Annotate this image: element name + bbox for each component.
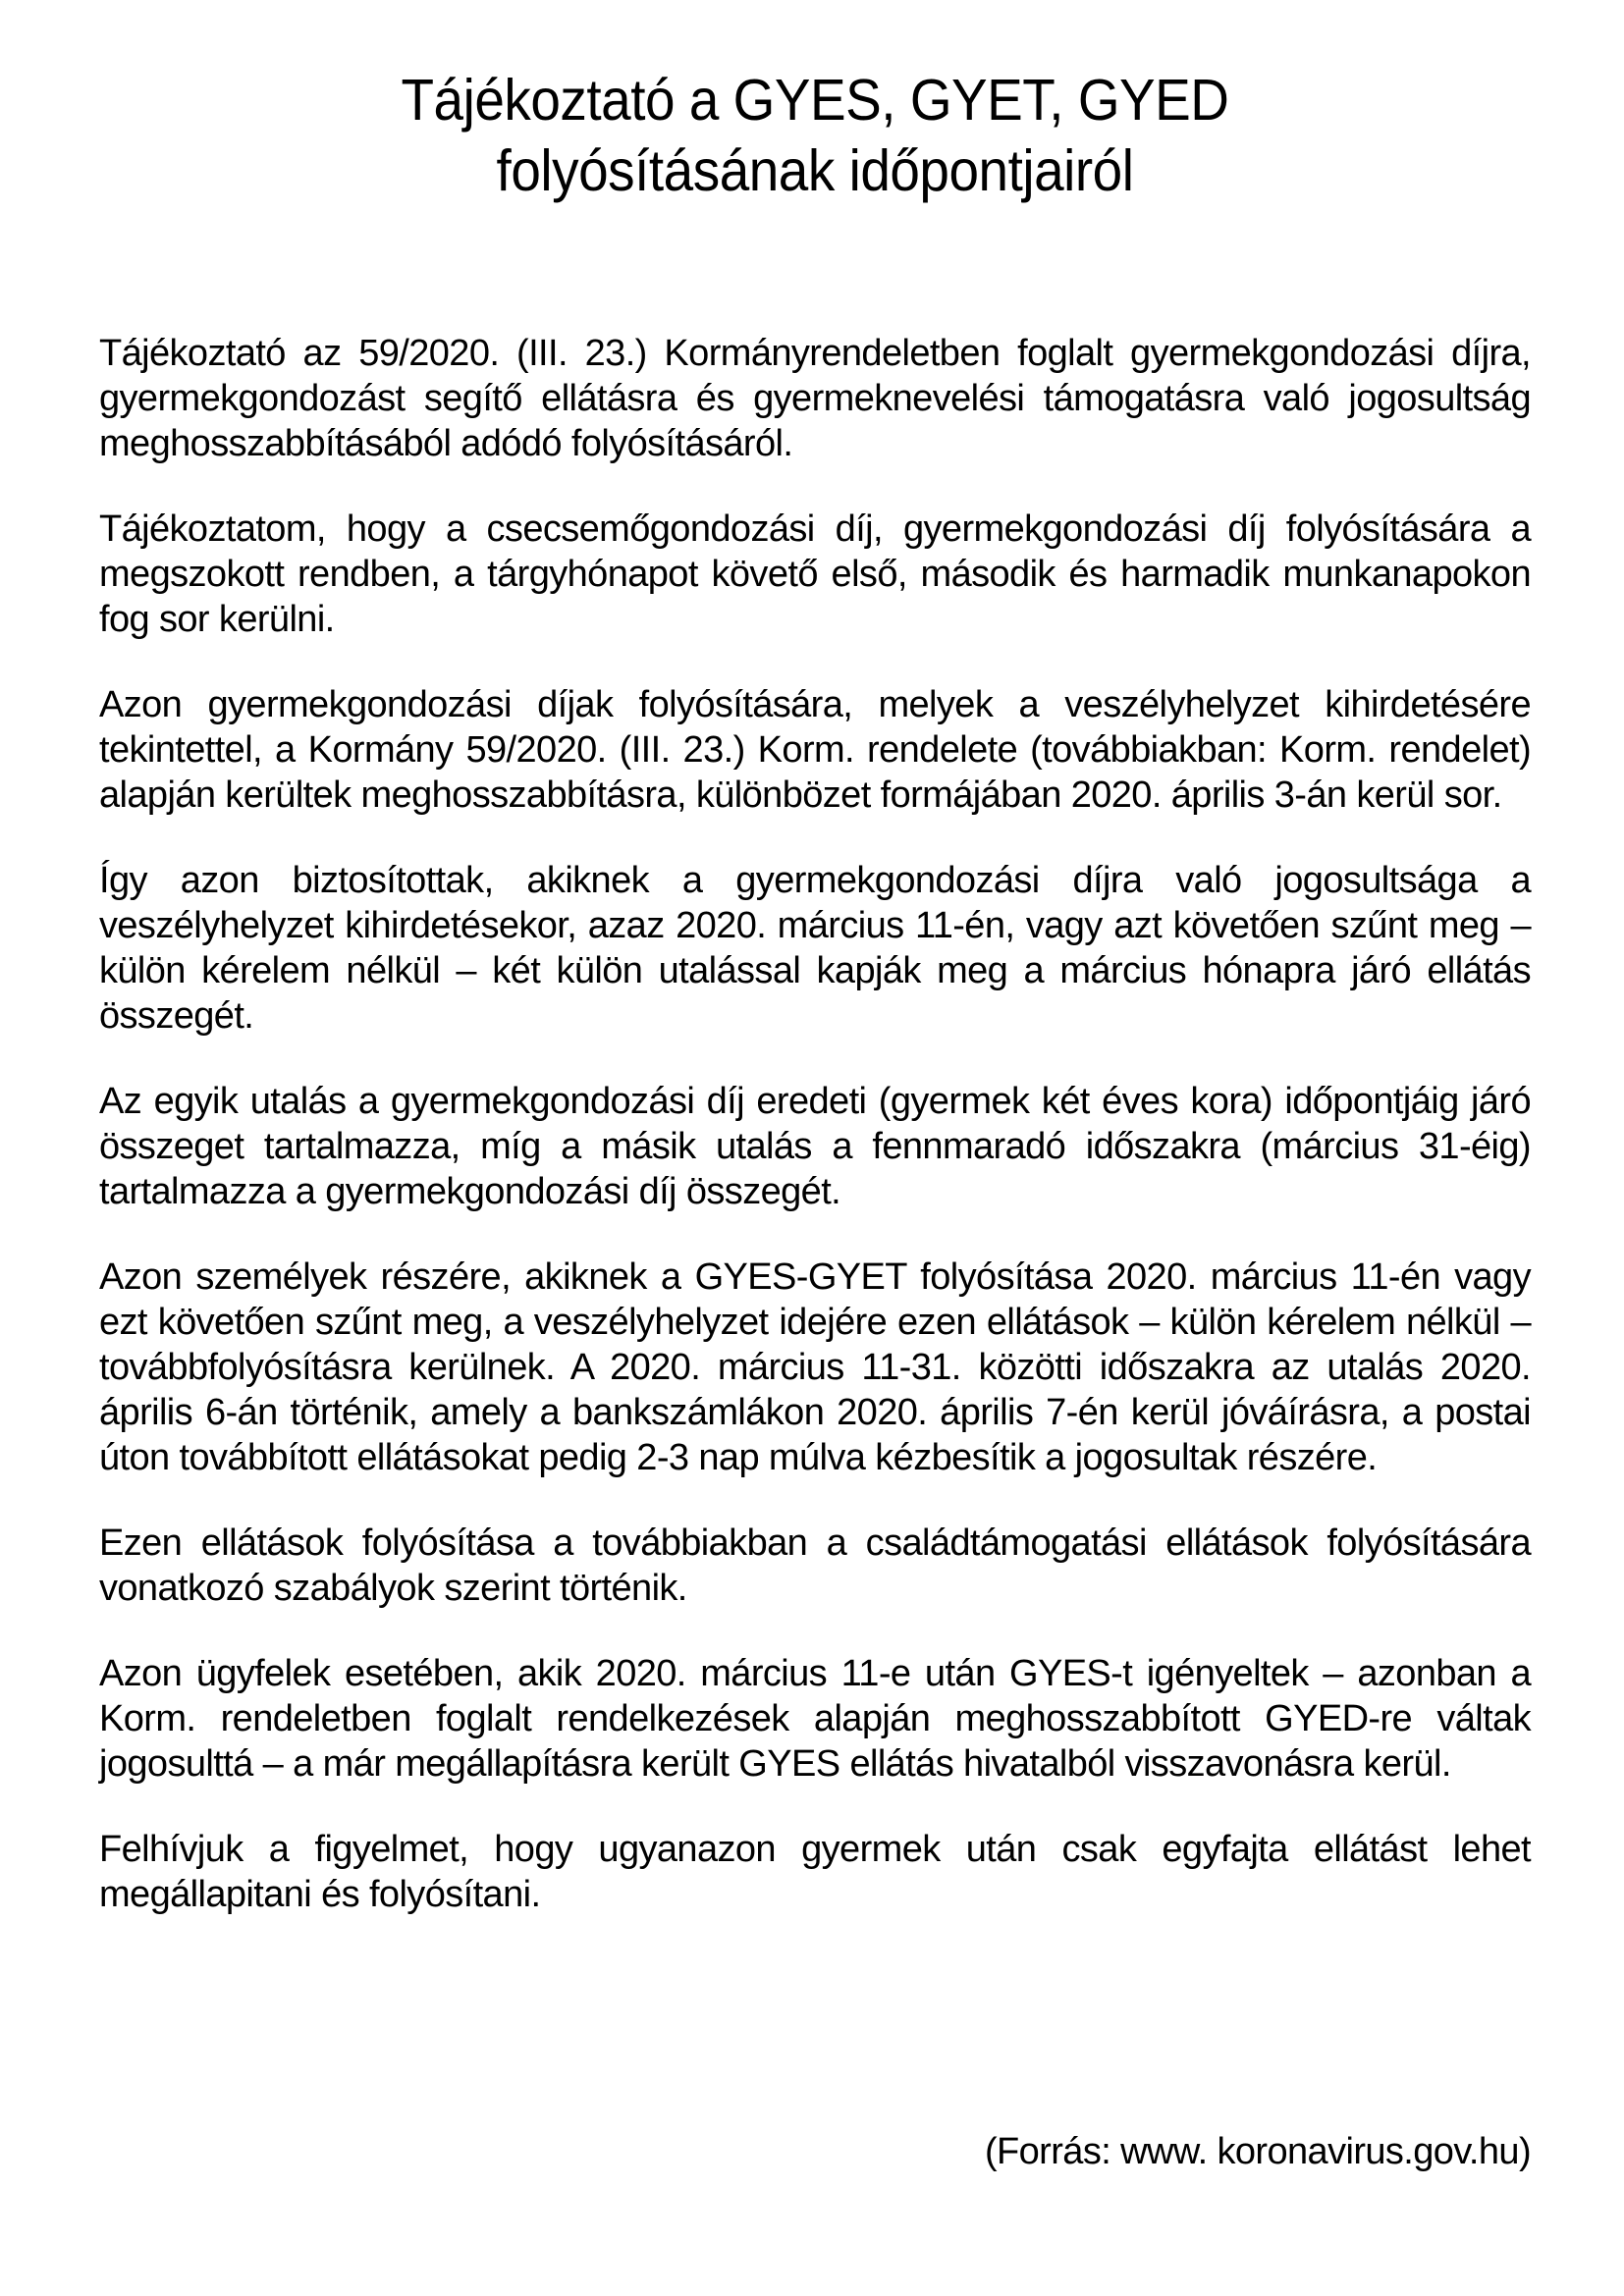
paragraph-two-transfers: Így azon biztosítottak, akiknek a gyermekgondozási díjra való jogosultsága a veszélyhelyzet kihirdetésekor, azaz 2020. március 11-én, vagy azt követően szűnt meg – külön kérelem nélkül – két külön utalással kapják meg a március hónapra járó ellátás összegét. [99, 860, 1531, 1037]
paragraph-gyes-revocation: Azon ügyfelek esetében, akik 2020. március 11-e után GYES-t igényeltek – azonban a Korm. rendeletben foglalt rendelkezések alapján meghosszabbított GYED-re váltak jogosulttá – a már megállapításra került GYES ellátás hivatalból visszavonásra kerül. [99, 1653, 1531, 1785]
source-citation: (Forrás: www. koronavirus.gov.hu) [984, 2131, 1531, 2172]
document-body [99, 331, 1531, 1917]
document-page [99, 0, 1531, 2172]
paragraph-regular-payment: Tájékoztatom, hogy a csecsemőgondozási díj, gyermekgondozási díj folyósítására a megszokott rendben, a tárgyhónapot követő első, második és harmadik munkanapokon fog sor kerülni. [99, 508, 1531, 640]
paragraph-notice: Felhívjuk a figyelmet, hogy ugyanazon gyermek után csak egyfajta ellátást lehet megállapitani és folyósítani. [99, 1829, 1531, 1915]
paragraph-intro: Tájékoztató az 59/2020. (III. 23.) Kormányrendeletben foglalt gyermekgondozási díjra, gyermekgondozást segítő ellátásra és gyermeknevelési támogatásra való jogosultság meghosszabbításából adódó folyósításáról. [99, 333, 1531, 464]
document-title [149, 0, 1481, 206]
title-line-1: Tájékoztató a GYES, GYET, GYED [401, 68, 1229, 133]
paragraph-transfer-details: Az egyik utalás a gyermekgondozási díj eredeti (gyermek két éves kora) időpontjáig járó összeget tartalmazza, míg a másik utalás a fennmaradó időszakra (március 31-éig) tartalmazza a gyermekgondozási díj összegét. [99, 1081, 1531, 1212]
paragraph-gyed-difference: Azon gyermekgondozási díjak folyósítására, melyek a veszélyhelyzet kihirdetésére tekintettel, a Kormány 59/2020. (III. 23.) Korm. rendelete (továbbiakban: Korm. rendelet) alapján kerültek meghosszabbításra, különbözet formájában 2020. április 3-án kerül sor. [99, 684, 1531, 816]
paragraph-gyes-gyet-continuation: Azon személyek részére, akiknek a GYES-GYET folyósítása 2020. március 11-én vagy ezt követően szűnt meg, a veszélyhelyzet idejére ezen ellátások – külön kérelem nélkül – továbbfolyósításra kerülnek. A 2020. március 11-31. közötti időszakra az utalás 2020. április 6-án történik, amely a bankszámlákon 2020. április 7-én kerül jóváírásra, a postai úton továbbított ellátásokat pedig 2-3 nap múlva kézbesítik a jogosultak részére. [99, 1256, 1531, 1478]
paragraph-further-rules: Ezen ellátások folyósítása a továbbiakban a családtámogatási ellátások folyósítására vonatkozó szabályok szerint történik. [99, 1522, 1531, 1609]
title-line-2: folyósításának időpontjairól [496, 138, 1134, 203]
